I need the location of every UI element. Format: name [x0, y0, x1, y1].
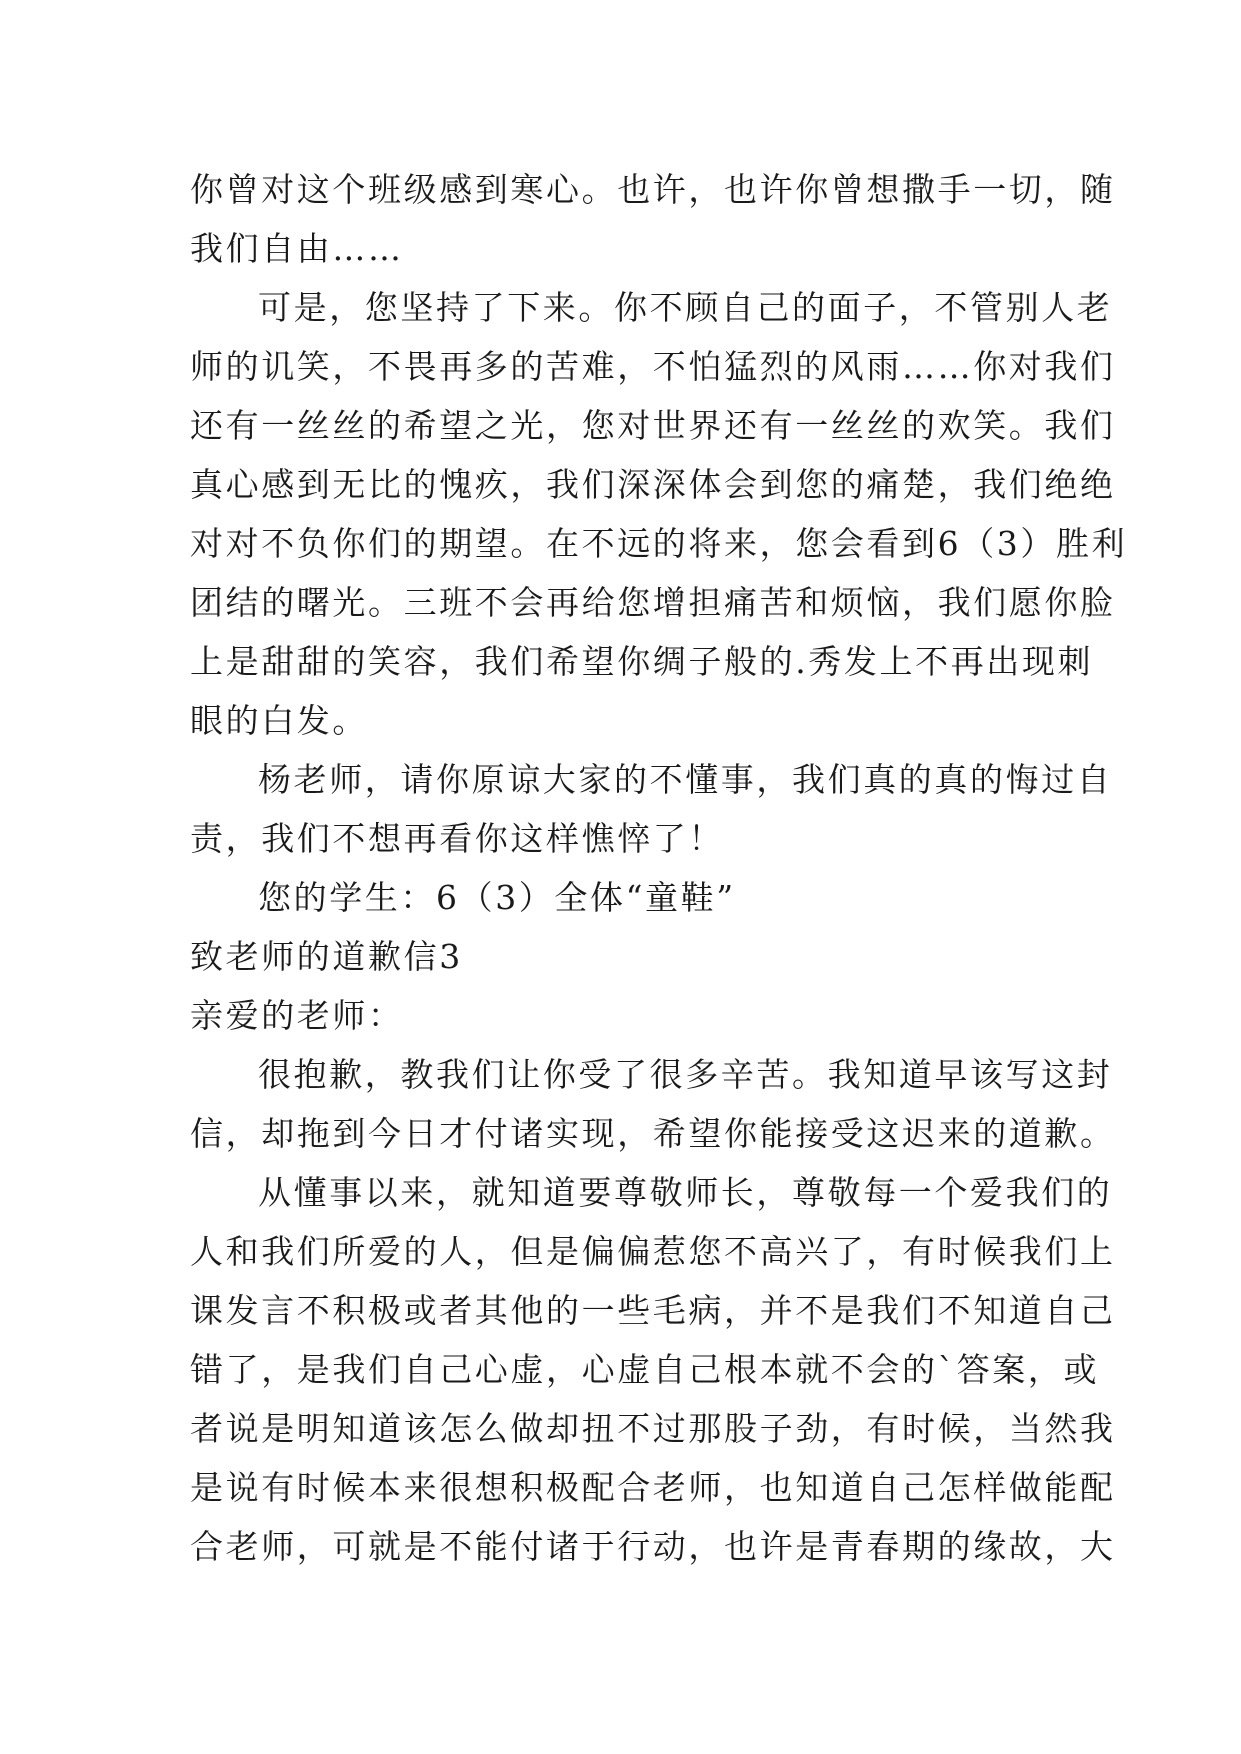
text-line: 是说有时候本来很想积极配合老师，也知道自己怎样做能配 — [190, 1468, 1116, 1507]
text-line: 你曾对这个班级感到寒心。也许，也许你曾想撒手一切，随 — [190, 170, 1116, 209]
text-line: 责，我们不想再看你这样憔悴了！ — [190, 819, 724, 858]
text-line: 很抱歉，教我们让你受了很多辛苦。我知道早该写这封 — [258, 1055, 1113, 1094]
text-line: 师的讥笑，不畏再多的苦难，不怕猛烈的风雨……你对我们 — [190, 347, 1116, 386]
text-line: 课发言不积极或者其他的一些毛病，并不是我们不知道自己 — [190, 1291, 1116, 1330]
text-line: 眼的白发。 — [190, 701, 368, 740]
text-line: 致老师的道歉信3 — [190, 937, 463, 976]
text-line: 我们自由…… — [190, 229, 404, 268]
text-line: 从懂事以来，就知道要尊敬师长，尊敬每一个爱我们的 — [258, 1173, 1113, 1212]
document-body — [190, 160, 1128, 1576]
text-line: 还有一丝丝的希望之光，您对世界还有一丝丝的欢笑。我们 — [190, 406, 1116, 445]
text-line: 人和我们所爱的人，但是偏偏惹您不高兴了，有时候我们上 — [190, 1232, 1116, 1271]
text-line: 杨老师，请你原谅大家的不懂事，我们真的真的悔过自 — [258, 760, 1113, 799]
text-line: 团结的曙光。三班不会再给您增担痛苦和烦恼，我们愿你脸 — [190, 583, 1116, 622]
text-line: 对对不负你们的期望。在不远的将来，您会看到6（3）胜利 — [190, 524, 1128, 563]
text-line: 者说是明知道该怎么做却扭不过那股子劲，有时候，当然我 — [190, 1409, 1116, 1448]
text-line: 您的学生：6（3）全体“童鞋” — [258, 878, 736, 917]
text-line: 真心感到无比的愧疚，我们深深体会到您的痛楚，我们绝绝 — [190, 465, 1116, 504]
text-line: 可是，您坚持了下来。你不顾自己的面子，不管别人老 — [258, 288, 1113, 327]
text-line: 亲爱的老师： — [190, 996, 404, 1035]
text-line: 合老师，可就是不能付诸于行动，也许是青春期的缘故，大 — [190, 1527, 1116, 1566]
text-line: 错了，是我们自己心虚，心虚自己根本就不会的`答案，或 — [190, 1350, 1100, 1389]
text-line: 信，却拖到今日才付诸实现，希望你能接受这迟来的道歉。 — [190, 1114, 1116, 1153]
text-line: 上是甜甜的笑容，我们希望你绸子般的.秀发上不再出现刺 — [190, 642, 1094, 681]
